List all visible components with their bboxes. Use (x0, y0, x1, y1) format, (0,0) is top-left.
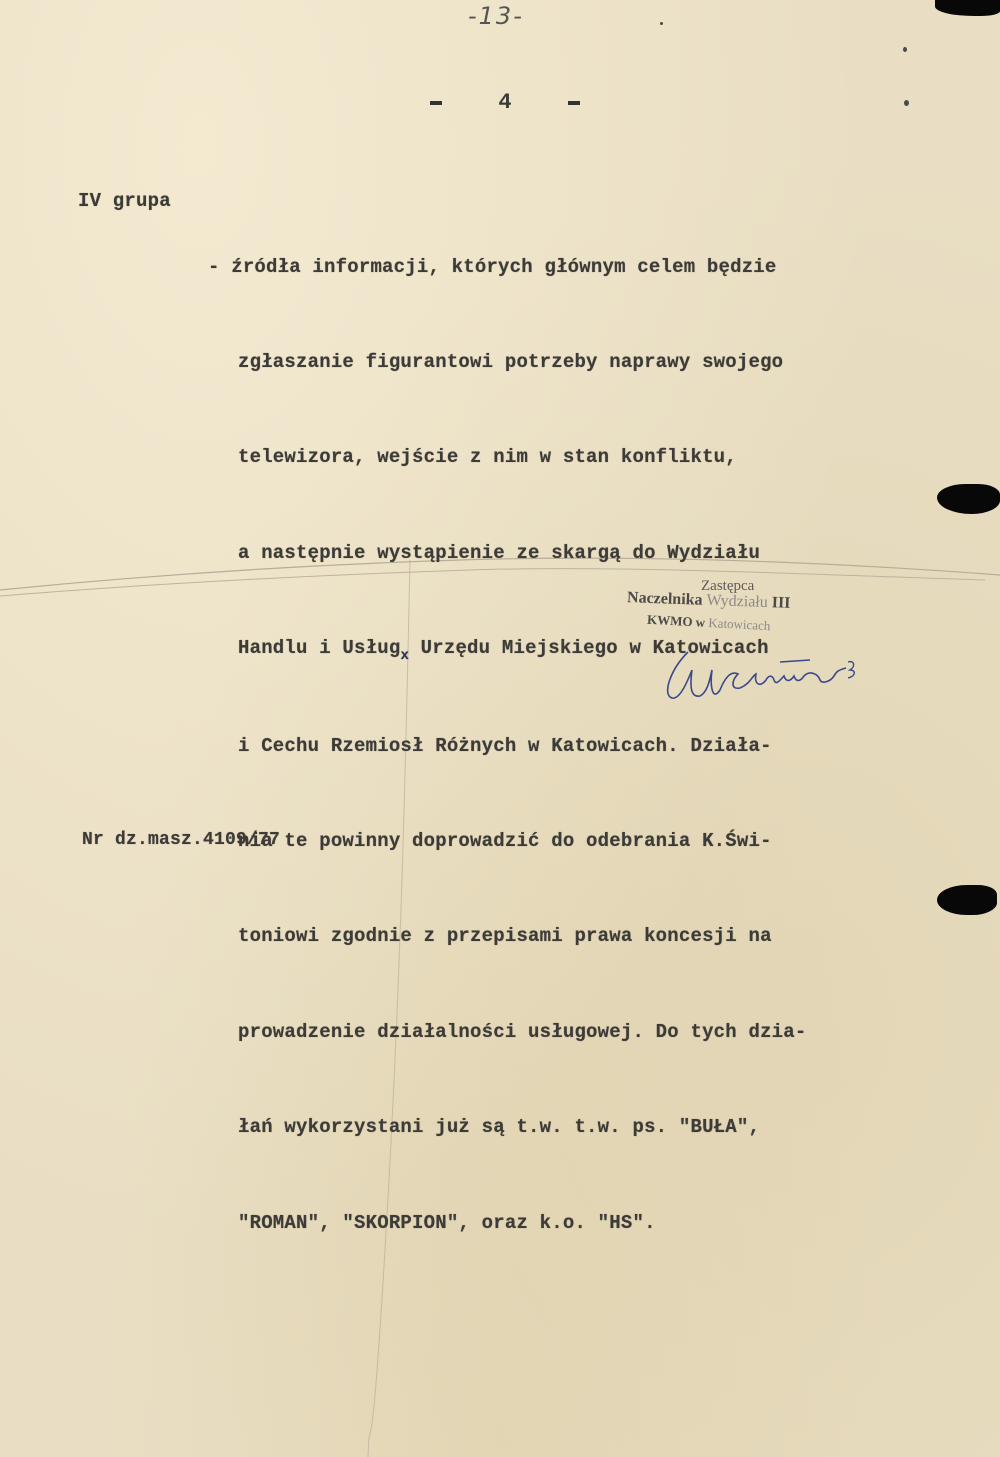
stamp-line-1: Zastępca (701, 578, 755, 594)
body-line-2: zgłaszanie figurantowi potrzeby naprawy swojego (238, 350, 784, 373)
speck (903, 47, 907, 52)
body-line-6: i Cechu Rzemiosł Różnych w Katowicach. Działa- (238, 734, 772, 757)
dash-right (568, 101, 580, 105)
body-paragraph (208, 188, 807, 1271)
section-label: IV grupa (78, 190, 171, 212)
body-line-8: toniowi zgodnie z przepisami prawa koncesji na (238, 925, 772, 948)
body-line-10: łań wykorzystani już są t.w. t.w. ps. "BUŁA", (238, 1116, 761, 1139)
stamp-line-2: Naczelnika Wydziału III (626, 589, 791, 612)
page-number: 4 (498, 90, 512, 115)
body-line-4: a następnie wystąpienie ze skargą do Wydziału (238, 541, 761, 564)
body-line-7: nia te powinny doprowadzić do odebrania K.Świ- (238, 829, 772, 852)
body-line-3: telewizora, wejście z nim w stan konfliktu, (238, 446, 737, 469)
handwritten-signature (660, 640, 870, 710)
body-line-9: prowadzenie działalności usługowej. Do tych dzia- (238, 1020, 807, 1043)
punch-hole-middle (937, 484, 1000, 514)
body-line-5: Handlu i Usług$_x$ Urzędu Miejskiego w Katowicach (238, 637, 769, 665)
document-reference-number: Nr dz.masz.4109/77 (82, 830, 281, 850)
body-line-1: - źródła informacji, których głównym celem będzie (208, 255, 777, 278)
punch-hole-bottom (937, 885, 997, 915)
typed-page-number (430, 90, 580, 115)
speck (904, 100, 909, 106)
section-dash: - (208, 255, 220, 278)
punch-hole-top (935, 0, 1000, 16)
ink-x-mark: x (400, 648, 410, 665)
stamp-line-3: KWMO w Katowicach (646, 611, 771, 634)
speck (660, 22, 663, 25)
handwritten-page-number: -13- (468, 2, 524, 30)
body-line-11: "ROMAN", "SKORPION", oraz k.o. "HS". (238, 1211, 656, 1234)
dash-left (430, 101, 442, 105)
